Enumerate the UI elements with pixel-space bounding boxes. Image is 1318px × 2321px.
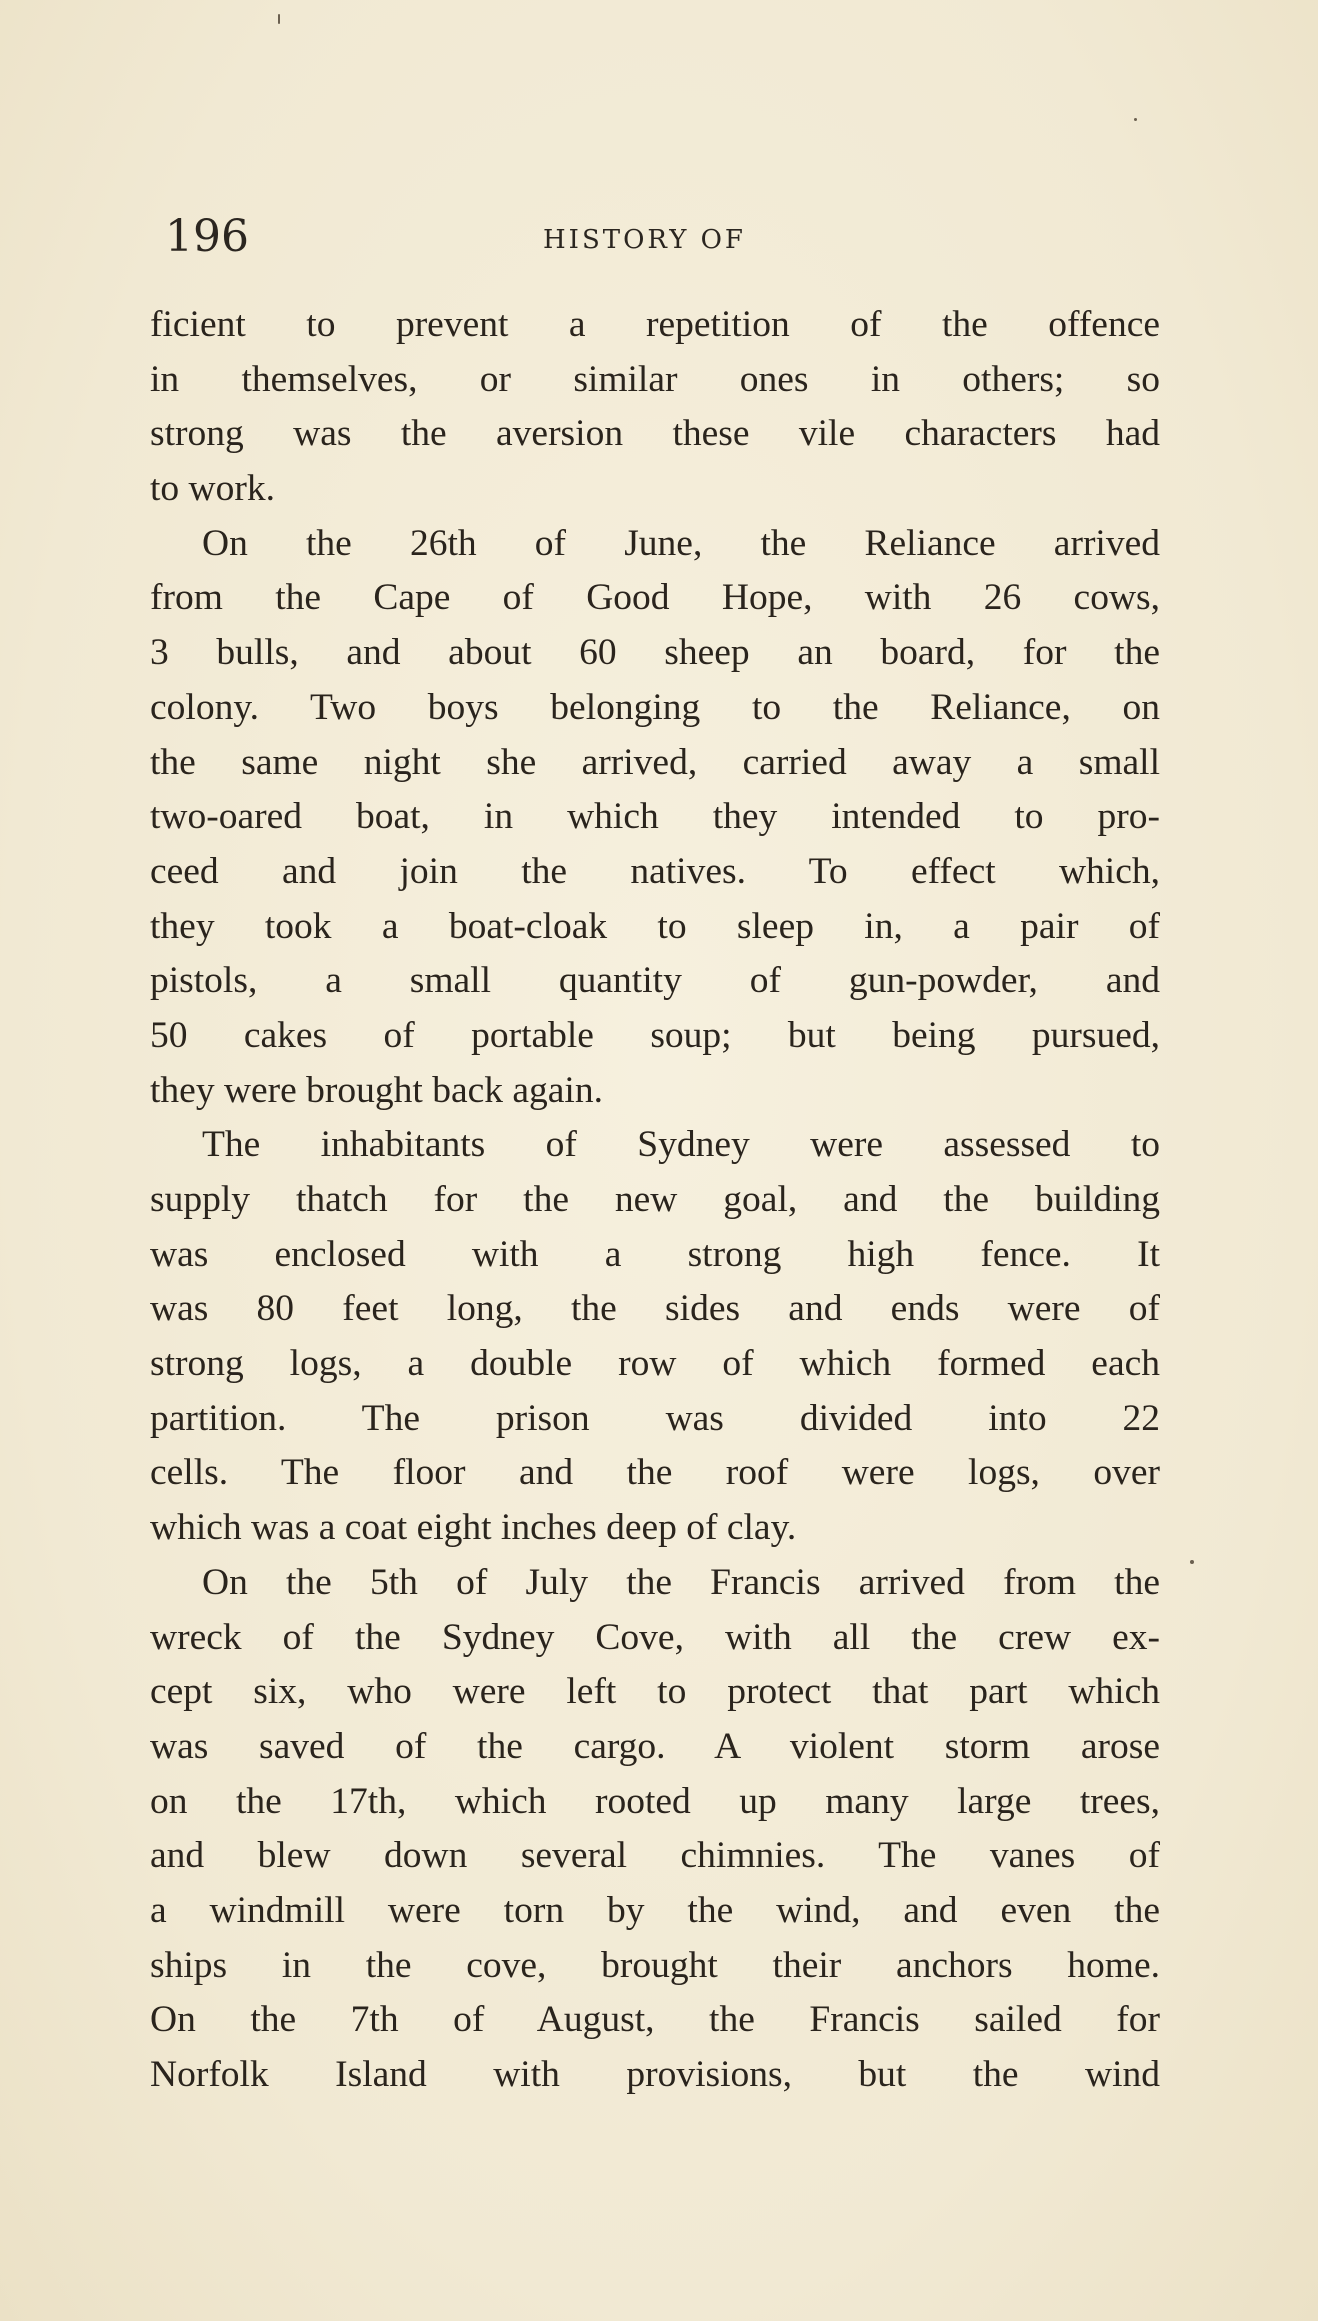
text-line: The inhabitants of Sydney were assessed to [202,1124,1160,1166]
text-line: cept six, who were left to protect that part which [150,1671,1160,1713]
text-line: colony. Two boys belonging to the Reliance, on [150,686,1160,728]
text-line: Norfolk Island with provisions, but the wind [150,2054,1160,2095]
text-line: strong logs, a double row of which formed each [150,1343,1160,1385]
text-line: On the 5th of July the Francis arrived from the [202,1561,1160,1603]
text-line: and blew down several chimnies. The vanes of [150,1835,1160,1877]
text-line: ficient to prevent a repetition of the offence [150,304,1160,345]
text-line: On the 7th of August, the Francis sailed for [150,1999,1160,2041]
text-line: strong was the aversion these vile characters had [150,413,1160,455]
text-line: to work. [150,468,275,510]
text-line: they were brought back again. [150,1069,603,1111]
text-line: they took a boat-cloak to sleep in, a pair of [150,905,1160,947]
text-line: On the 26th of June, the Reliance arrived [202,522,1160,564]
text-line: 50 cakes of portable soup; but being pursued, [150,1014,1160,1056]
text-line: a windmill were torn by the wind, and even the [150,1889,1160,1931]
text-line: was enclosed with a strong high fence. It [150,1233,1160,1275]
text-line: which was a coat eight inches deep of clay. [150,1507,797,1549]
text-line: was 80 feet long, the sides and ends were of [150,1288,1160,1330]
text-line: cells. The floor and the roof were logs, over [150,1452,1160,1494]
text-line: pistols, a small quantity of gun-powder, and [150,960,1160,1002]
text-line: supply thatch for the new goal, and the building [150,1179,1160,1220]
page-number: 196 [165,211,249,262]
text-line: partition. The prison was divided into 22 [150,1397,1160,1439]
text-line: ships in the cove, brought their anchors home. [150,1944,1160,1986]
text-line: on the 17th, which rooted up many large trees, [150,1780,1160,1822]
page-header [165,212,1155,262]
text-line: was saved of the cargo. A violent storm arose [150,1725,1160,1767]
body-text [150,298,1160,2103]
paper-speck [1134,118,1137,121]
text-line: wreck of the Sydney Cove, with all the crew ex- [150,1616,1160,1658]
text-line: in themselves, or similar ones in others; so [150,358,1160,400]
text-line: 3 bulls, and about 60 sheep an board, for the [150,632,1160,674]
running-head: HISTORY OF [543,225,746,255]
paper-speck [278,14,280,24]
text-line: from the Cape of Good Hope, with 26 cows, [150,577,1160,619]
text-line: two-oared boat, in which they intended to pro- [150,796,1160,838]
text-line: ceed and join the natives. To effect which, [150,850,1160,892]
paper-speck [1190,1560,1194,1564]
text-line: the same night she arrived, carried away a small [150,741,1160,783]
